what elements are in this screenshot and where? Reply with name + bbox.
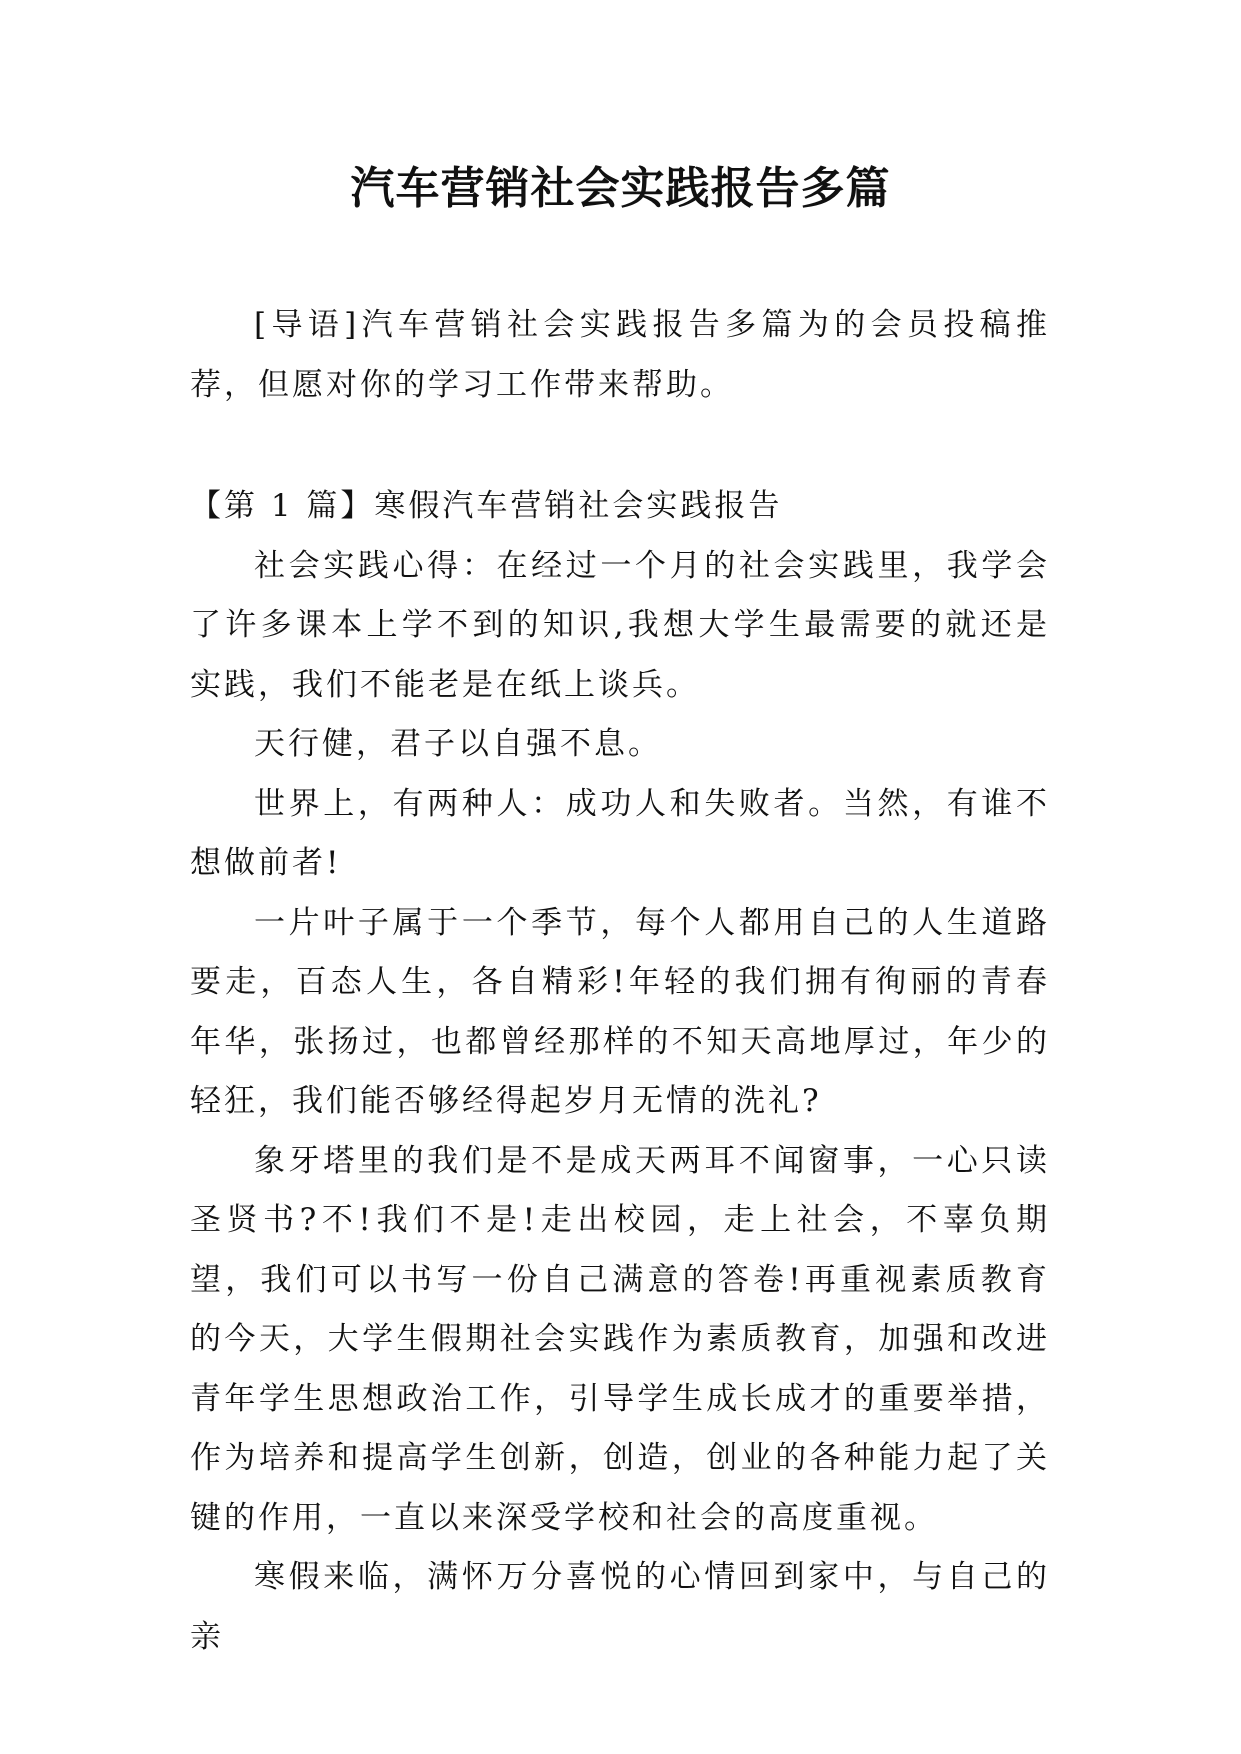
body-paragraph: 世界上，有两种人：成功人和失败者。当然，有谁不想做前者! — [190, 785, 1050, 881]
intro-paragraph: [导语]汽车营销社会实践报告多篇为的会员投稿推荐，但愿对你的学习工作带来帮助。 — [190, 307, 1050, 403]
body-paragraph: 社会实践心得：在经过一个月的社会实践里，我学会了许多课本上学不到的知识,我想大学生最需要的就还是实践，我们不能老是在纸上谈兵。 — [190, 547, 1050, 703]
body-paragraph: 天行健，君子以自强不息。 — [254, 726, 662, 762]
body-paragraph: 象牙塔里的我们是不是成天两耳不闻窗事，一心只读圣贤书?不!我们不是!走出校园，走上社会，不辜负期望，我们可以书写一份自己满意的答卷!再重视素质教育的今天，大学生假期社会实践作为素质教育，加强和改进青年学生思想政治工作，引导学生成长成才的重要举措，作为培养和提高学生创新，创造，创业的各种能力起了关键的作用，一直以来深受学校和社会的高度重视。 — [190, 1142, 1050, 1536]
section-spacer — [190, 415, 1050, 477]
section-heading: 【第 1 篇】寒假汽车营销社会实践报告 — [190, 488, 783, 524]
body-paragraph: 一片叶子属于一个季节，每个人都用自己的人生道路要走，百态人生，各自精彩!年轻的我们拥有徇丽的青春年华，张扬过，也都曾经那样的不知天高地厚过，年少的轻狂，我们能否够经得起岁月无情的洗礼? — [190, 904, 1050, 1119]
body-paragraph: 寒假来临，满怀万分喜悦的心情回到家中，与自己的亲 — [190, 1559, 1050, 1655]
document-body — [190, 296, 1050, 1667]
document-title: 汽车营销社会实践报告多篇 — [350, 163, 891, 214]
